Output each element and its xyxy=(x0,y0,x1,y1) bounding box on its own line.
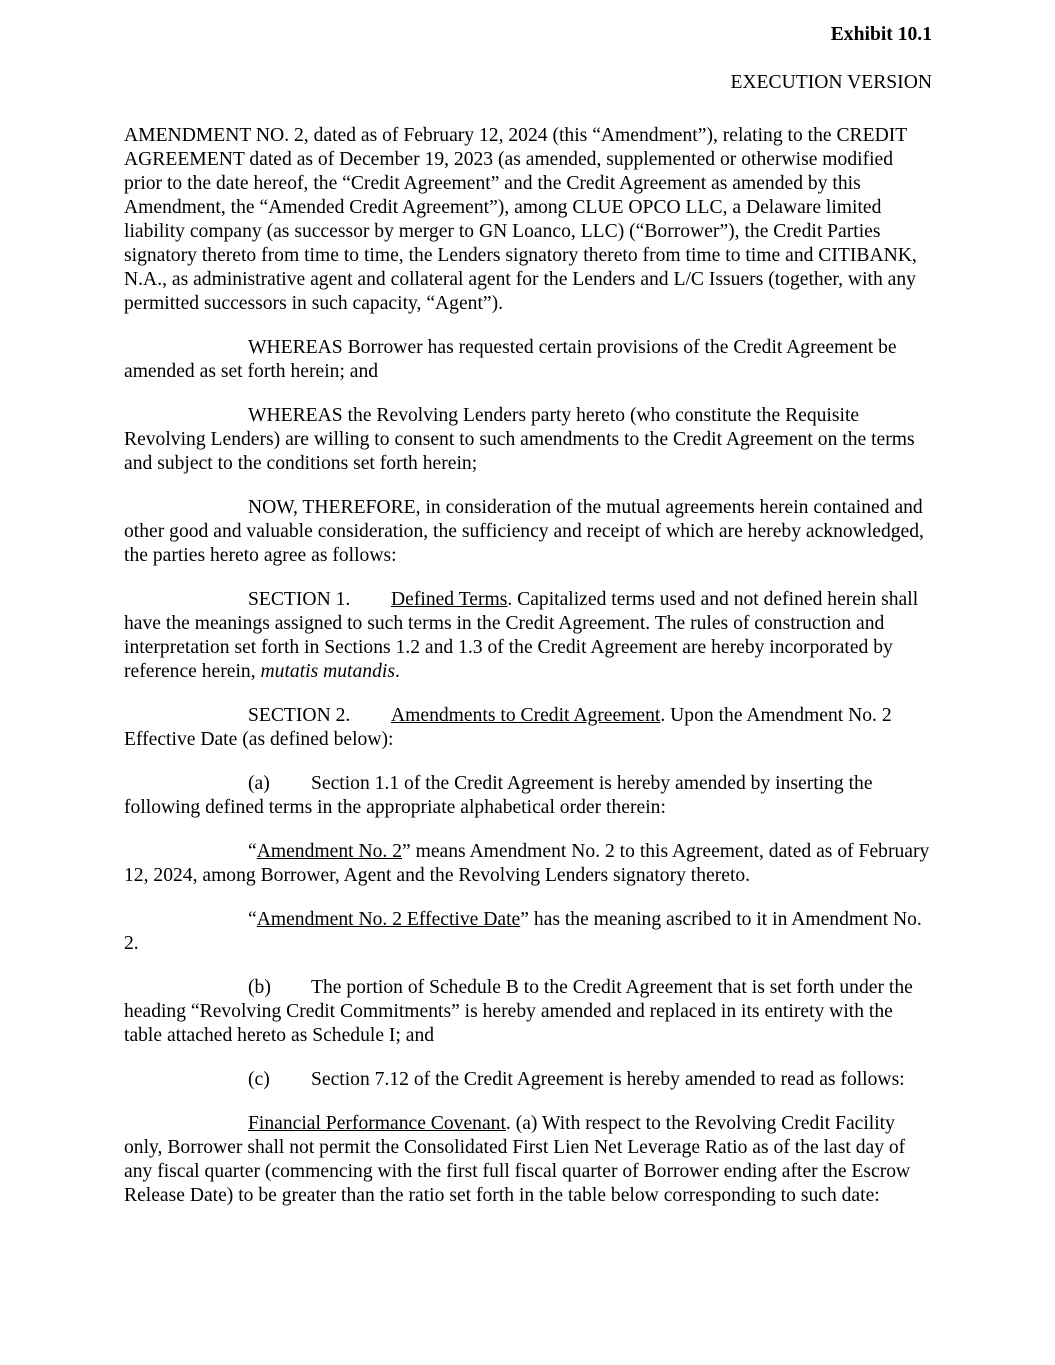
clause-c-text: Section 7.12 of the Credit Agreement is hereby amended to read as follows: xyxy=(311,1069,905,1090)
definition-text: ” has the meaning ascribed to it in Amendment No. 2. xyxy=(124,909,922,954)
clause-b-text: The portion of Schedule B to the Credit Agreement that is set forth under the heading “Revolving Credit Commitments” is hereby amended and replaced in its entirety with the table attached hereto as Schedule I; and xyxy=(124,977,913,1046)
section-1-italic: mutatis mutandis xyxy=(260,661,395,682)
section-1-paragraph xyxy=(124,588,932,684)
defined-term: Amendment No. 2 Effective Date xyxy=(256,909,521,930)
section-1-text: . Capitalized terms used and not defined herein shall have the meanings assigned to such terms in the Credit Agreement. The rules of construction and interpretation set forth in Sections 1.2 and 1.3 of the Credit Agreement are hereby incorporated by reference herein, xyxy=(124,589,919,682)
exhibit-label: Exhibit 10.1 xyxy=(830,24,932,45)
open-quote: “ xyxy=(248,909,257,930)
section-1-number: SECTION 1. xyxy=(248,589,351,610)
section-1-text-end: . xyxy=(394,661,400,682)
section-1-title: Defined Terms xyxy=(391,589,508,610)
version-label: EXECUTION VERSION xyxy=(730,72,932,93)
clause-a-label: (a) xyxy=(248,773,270,794)
clause-c-paragraph xyxy=(124,1068,932,1092)
document-body xyxy=(124,124,932,1228)
recital-paragraph: WHEREAS the Revolving Lenders party hereto (who constitute the Requisite Revolving Lenders) are willing to consent to such amendments to the Credit Agreement on the terms and subject to the conditions set forth herein; xyxy=(124,405,915,474)
recital-paragraph: NOW, THEREFORE, in consideration of the mutual agreements herein contained and other good and valuable consideration, the sufficiency and receipt of which are hereby acknowledged, the parties hereto agree as follows: xyxy=(124,497,924,566)
definition-paragraph xyxy=(124,840,932,888)
defined-term: Amendment No. 2 xyxy=(256,841,403,862)
clause-c-label: (c) xyxy=(248,1069,270,1090)
section-2-paragraph xyxy=(124,704,932,752)
clause-b-paragraph xyxy=(124,976,932,1048)
covenant-text: . (a) With respect to the Revolving Credit Facility only, Borrower shall not permit the Consolidated First Lien Net Leverage Ratio as of the last day of any fiscal quarter (commencing with the first full fiscal quarter of Borrower ending after the Escrow Release Date) to be greater than the ratio set forth in the table below corresponding to such date: xyxy=(124,1113,911,1206)
clause-a-paragraph xyxy=(124,772,932,820)
section-2-title: Amendments to Credit Agreement xyxy=(391,705,661,726)
clause-a-text: Section 1.1 of the Credit Agreement is hereby amended by inserting the following defined terms in the appropriate alphabetical order therein: xyxy=(124,773,873,818)
section-2-number: SECTION 2. xyxy=(248,705,351,726)
covenant-paragraph xyxy=(124,1112,932,1208)
definition-text: ” means Amendment No. 2 to this Agreement, dated as of February 12, 2024, among Borrower, Agent and the Revolving Lenders signatory thereto. xyxy=(124,841,930,886)
definition-paragraph xyxy=(124,908,932,956)
covenant-title: Financial Performance Covenant xyxy=(248,1113,506,1134)
open-quote: “ xyxy=(248,841,257,862)
preamble-paragraph: AMENDMENT NO. 2, dated as of February 12, 2024 (this “Amendment”), relating to the CREDIT AGREEMENT dated as of December 19, 2023 (as amended, supplemented or otherwise modified prior to the date hereof, the “Credit Agreement” and the Credit Agreement as amended by this Amendment, the “Amended Credit Agreement”), among CLUE OPCO LLC, a Delaware limited liability company (as successor by merger to GN Loanco, LLC) (“Borrower”), the Credit Parties signatory thereto from time to time, the Lenders signatory thereto from time to time and CITIBANK, N.A., as administrative agent and collateral agent for the Lenders and L/C Issuers (together, with any permitted successors in such capacity, “Agent”). xyxy=(124,125,917,314)
clause-b-label: (b) xyxy=(248,977,271,998)
section-2-text: . Upon the Amendment No. 2 Effective Date (as defined below): xyxy=(124,705,892,750)
recital-paragraph: WHEREAS Borrower has requested certain provisions of the Credit Agreement be amended as set forth herein; and xyxy=(124,337,897,382)
